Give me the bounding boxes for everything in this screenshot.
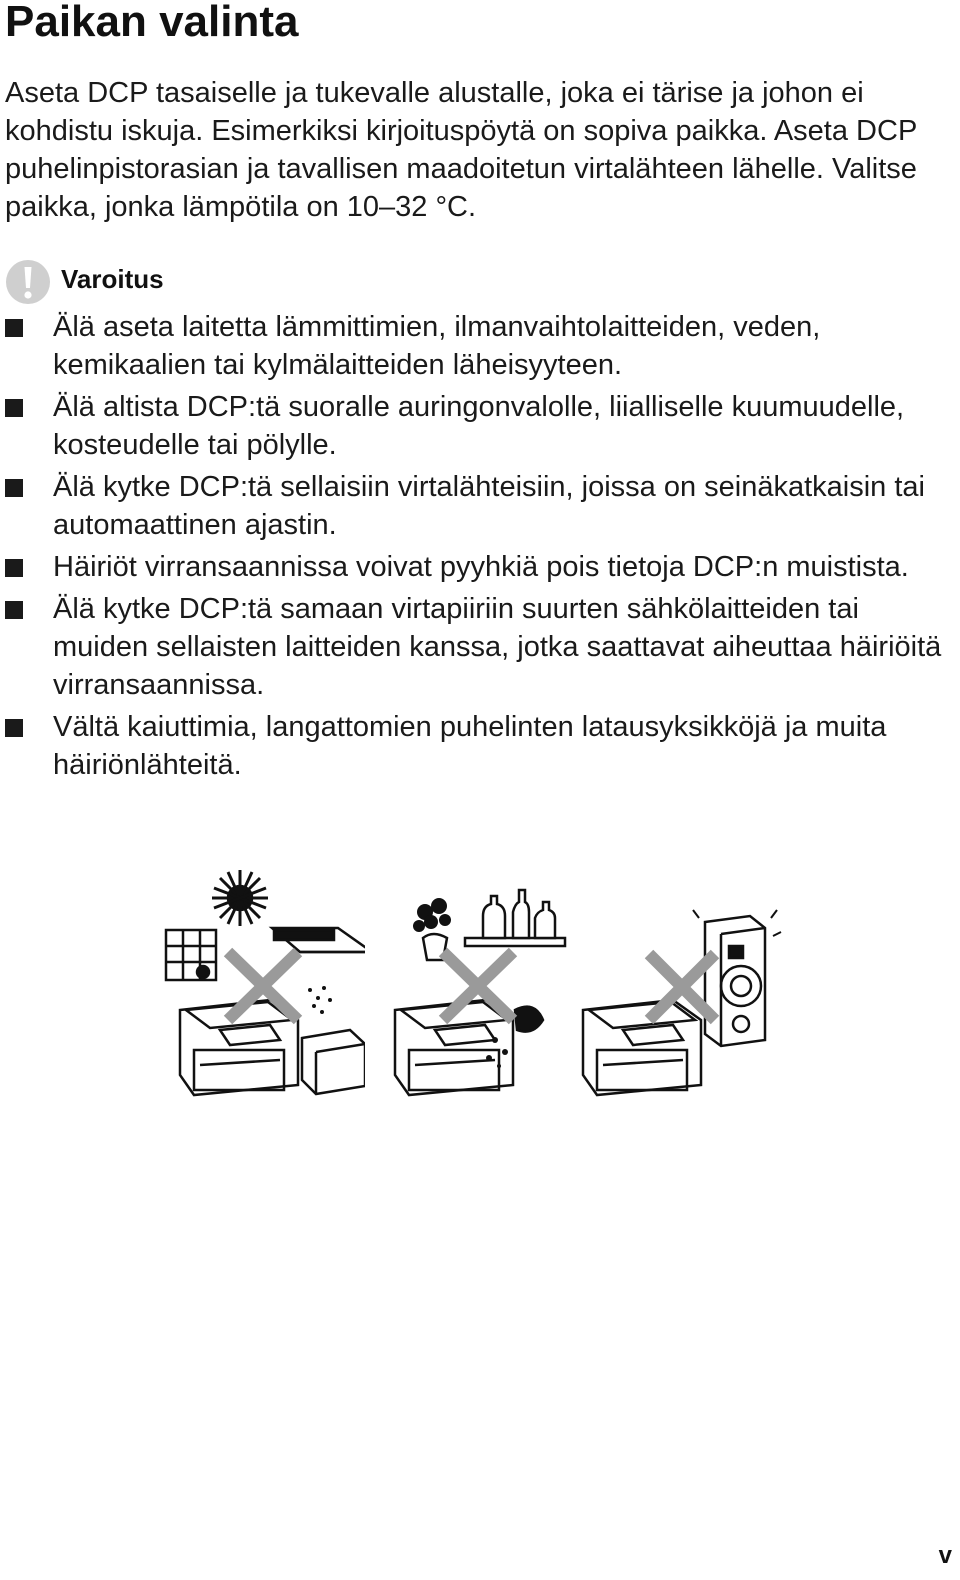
water-chemicals-illustration	[365, 860, 580, 1120]
list-item	[0, 548, 955, 586]
square-bullet-icon	[5, 719, 23, 737]
list-item	[0, 590, 955, 704]
warning-title: Varoitus	[61, 263, 164, 294]
list-item-text: Älä aseta laitetta lämmittimien, ilmanvaihtolaitteiden, veden, kemikaalien tai kylmälaitteiden läheisyyteen.	[53, 311, 821, 381]
list-item-text: Älä kytke DCP:tä samaan virtapiiriin suurten sähkölaitteiden tai muiden sellaisten laitteiden kanssa, jotka saattavat aiheuttaa häiriöitä virransaannissa.	[53, 593, 942, 701]
heat-sources-illustration	[150, 860, 365, 1120]
intro-paragraph: Aseta DCP tasaiselle ja tukevalle alustalle, joka ei tärise ja johon ei kohdistu iskuja. Esimerkiksi kirjoituspöytä on sopiva paikka. Aseta DCP puhelinpistorasian ja tavallisen maadoitetun virtalähteen lähelle. Valitse paikka, jonka lämpötila on 10–32 °C.	[5, 77, 917, 223]
page-number: v	[938, 1542, 952, 1569]
list-item	[0, 708, 955, 784]
speaker-illustration	[575, 860, 790, 1120]
square-bullet-icon	[5, 479, 23, 497]
page-title: Paikan valinta	[5, 0, 299, 46]
list-item	[0, 468, 955, 544]
list-item	[0, 388, 955, 464]
warning-header	[5, 258, 164, 306]
list-item	[0, 308, 955, 384]
list-item-text: Älä altista DCP:tä suoralle auringonvalolle, liialliselle kuumuudelle, kosteudelle tai pölylle.	[53, 391, 905, 461]
warning-list	[0, 308, 955, 788]
list-item-text: Älä kytke DCP:tä sellaisiin virtalähteisiin, joissa on seinäkatkaisin tai automaattinen ajastin.	[53, 471, 925, 541]
square-bullet-icon	[5, 601, 23, 619]
square-bullet-icon	[5, 559, 23, 577]
placement-illustrations	[150, 860, 790, 1120]
list-item-text: Vältä kaiuttimia, langattomien puhelinten latausyksikköjä ja muita häiriönlähteitä.	[53, 711, 887, 781]
square-bullet-icon	[5, 319, 23, 337]
list-item-text: Häiriöt virransaannissa voivat pyyhkiä pois tietoja DCP:n muistista.	[53, 551, 909, 583]
exclamation-circle-icon	[5, 259, 51, 305]
square-bullet-icon	[5, 399, 23, 417]
